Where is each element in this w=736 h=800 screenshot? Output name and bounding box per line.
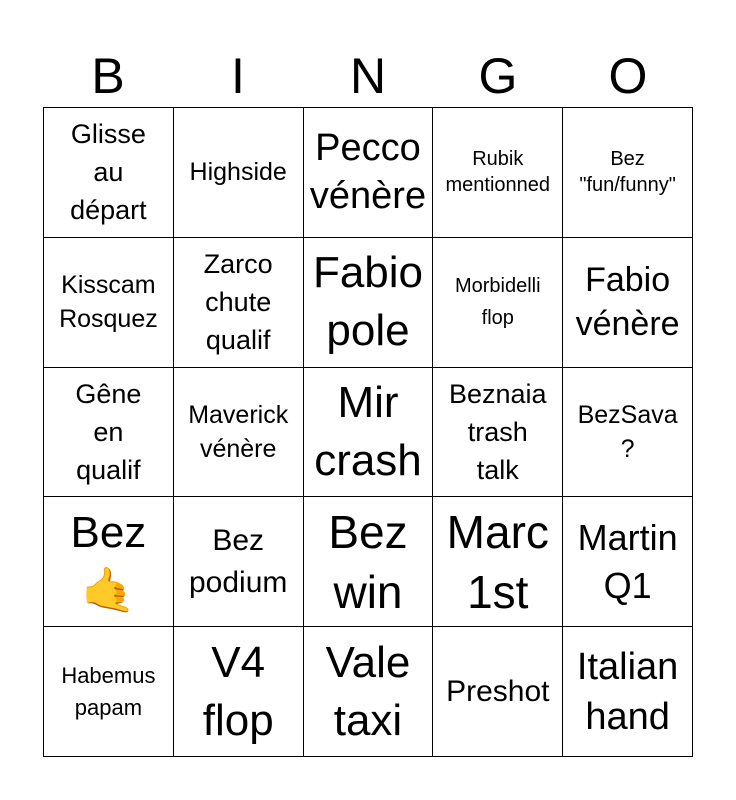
cell-label: V4 flop bbox=[202, 637, 274, 745]
bingo-cell[interactable] bbox=[44, 497, 174, 627]
bingo-cell[interactable] bbox=[44, 238, 174, 368]
bingo-cell[interactable] bbox=[174, 497, 304, 627]
header-letter-b: B bbox=[91, 48, 125, 104]
cell-label: Vale taxi bbox=[325, 637, 411, 745]
cell-label: Bez win bbox=[328, 505, 408, 618]
bingo-cell[interactable] bbox=[433, 368, 563, 498]
cell-label: Bez "fun/funny" bbox=[579, 148, 676, 197]
bingo-cell[interactable] bbox=[174, 368, 304, 498]
bingo-cell[interactable] bbox=[44, 368, 174, 498]
cell-label: Kisscam Rosquez bbox=[59, 271, 158, 334]
cell-label: Pecco vénère bbox=[309, 127, 427, 218]
header-letter-g: G bbox=[478, 48, 518, 104]
cell-label: Habemus papam bbox=[61, 662, 156, 720]
cell-label: Zarco chute qualif bbox=[203, 249, 273, 356]
cell-label: Fabio pole bbox=[312, 248, 424, 356]
bingo-cell[interactable] bbox=[304, 108, 434, 238]
cell-label: BezSava ? bbox=[577, 400, 678, 463]
header-letter-i: I bbox=[231, 48, 245, 104]
cell-label: Morbidelli flop bbox=[454, 275, 541, 330]
bingo-cell[interactable] bbox=[304, 497, 434, 627]
bingo-cell[interactable] bbox=[433, 238, 563, 368]
bingo-cell[interactable] bbox=[563, 497, 693, 627]
cell-label: Mir crash bbox=[314, 377, 422, 485]
cell-label: Marc 1st bbox=[446, 505, 549, 618]
bingo-cell[interactable] bbox=[174, 627, 304, 757]
bingo-cell[interactable] bbox=[433, 627, 563, 757]
bingo-cell[interactable] bbox=[563, 238, 693, 368]
bingo-cell[interactable] bbox=[174, 238, 304, 368]
cell-label: Martin Q1 bbox=[577, 516, 678, 606]
bingo-cell[interactable] bbox=[44, 627, 174, 757]
cell-label: Rubik mentionned bbox=[445, 148, 551, 197]
cell-label: Italian hand bbox=[576, 645, 679, 738]
cell-label: Highside bbox=[189, 158, 287, 187]
bingo-cell[interactable] bbox=[433, 108, 563, 238]
bingo-cell[interactable] bbox=[563, 627, 693, 757]
header-letter-o: O bbox=[608, 48, 648, 104]
bingo-cell[interactable] bbox=[433, 497, 563, 627]
cell-label: Bez 🤙 bbox=[70, 507, 147, 615]
bingo-cell[interactable] bbox=[304, 368, 434, 498]
bingo-grid bbox=[43, 107, 693, 757]
cell-label: Maverick vénère bbox=[188, 400, 289, 463]
cell-label: Preshot bbox=[446, 674, 550, 708]
bingo-cell[interactable] bbox=[563, 108, 693, 238]
bingo-cell[interactable] bbox=[563, 368, 693, 498]
header-letter-n: N bbox=[349, 48, 387, 104]
cell-label: Gêne en qualif bbox=[75, 378, 142, 485]
bingo-cell[interactable] bbox=[304, 627, 434, 757]
bingo-header bbox=[43, 44, 693, 108]
cell-label: Beznaia trash talk bbox=[449, 378, 547, 485]
bingo-cell[interactable] bbox=[174, 108, 304, 238]
cell-label: Fabio vénère bbox=[575, 261, 680, 344]
bingo-cell[interactable] bbox=[304, 238, 434, 368]
cell-label: Bez podium bbox=[188, 523, 288, 599]
bingo-cell[interactable] bbox=[44, 108, 174, 238]
cell-label: Glisse au départ bbox=[70, 119, 147, 226]
